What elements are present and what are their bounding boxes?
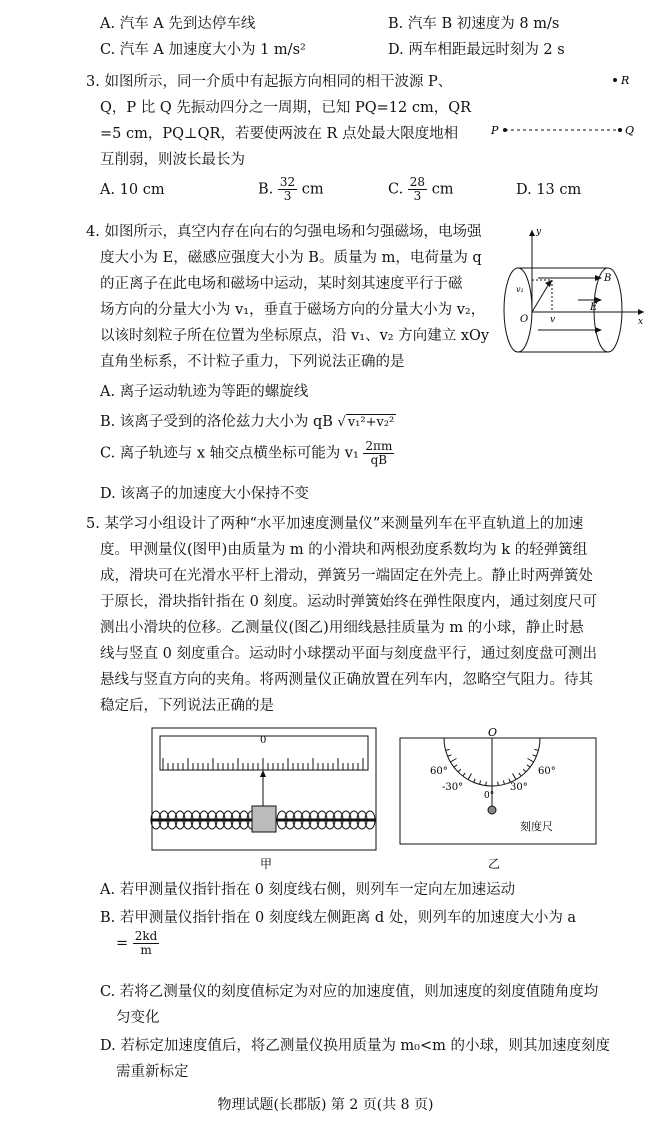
label-p: P [491,124,499,137]
q3-option-b-fraction [278,176,297,203]
q5-option-b-line-1: B. 若甲测量仪指针指在 0 刻度线左侧距离 d 处，则列车的加速度大小为 a [100,910,577,926]
q4-c-num: 2πm [365,439,393,453]
q4-option-b-sqrt: v₁²+v₂² [347,415,395,430]
dial-tick [454,765,457,767]
q5-b-prefix: = [116,935,129,952]
q5-line-5: 测出小滑块的位移。乙测量仪(图乙)用细线悬挂质量为 m 的小球，静止时悬 [100,620,584,636]
q3-b-num: 32 [279,175,296,189]
q5-line-6: 线与竖直 0 刻度重合。运动时小球摆动平面与刻度盘平行，通过刻度盘可测出 [100,646,597,662]
yi-label-zero: 0° [484,791,495,801]
dial-tick [498,782,499,786]
dial-tick [448,755,452,757]
q4-line-4: 场方向的分量大小为 v₁，垂直于磁场方向的分量大小为 v₂， [100,302,486,318]
q2-option-b: B. 汽车 B 初速度为 8 m/s [388,16,560,32]
label-v: v [550,315,556,325]
jia-slider [252,806,276,832]
label-q: Q [625,124,635,137]
q2-option-c: C. 汽车 A 加速度大小为 1 m/s² [100,42,306,58]
q5-option-b-line-2 [116,930,159,957]
q5-option-b-fraction [133,930,160,957]
q3-b-den: 3 [283,189,292,203]
q4-line-6: 直角坐标系，不计粒子重力，下列说法正确的是 [100,354,405,370]
dial-tick [519,773,521,776]
fig-yi [398,726,598,876]
q4-line-3: 的正离子在此电场和磁场中运动，某时刻其速度平行于磁 [100,276,463,292]
q5-line-3: 成，滑块可在光滑水平杆上滑动，弹簧另一端固定在外壳上。静止时两弹簧处 [100,568,593,584]
label-x: x [638,317,644,327]
dial-tick [468,774,472,780]
yi-label-l60: 60° [430,766,448,777]
q3-option-a: A. 10 cm [100,182,165,198]
label-b: B [604,273,612,284]
dial-tick [533,755,537,757]
jia-zero-label: 0 [260,735,267,746]
yi-dial-frame [400,738,596,844]
label-v1: v₁ [516,285,524,294]
yi-label-r30: 30° [510,782,528,793]
dial-tick [528,759,534,763]
dial-tick [503,781,504,785]
q4-option-c [100,440,394,467]
q5-option-d-line-1: D. 若标定加速度值后，将乙测量仪换用质量为 m₀<m 的小球，则其加速度刻度 [100,1038,611,1054]
q3-c-den: 3 [413,189,422,203]
q4-figure [498,222,648,358]
q5-b-num: 2kd [134,929,158,943]
dial-tick [535,749,539,750]
dial-tick [527,765,530,767]
q5-line-7: 悬线与竖直方向的夹角。将两测量仪正确放置在列车内，忽略空气阻力。待其 [100,672,593,688]
dial-tick [513,774,517,780]
dial-tick [486,782,487,786]
q4-option-b-text: B. 该离子受到的洛伦兹力大小为 qB [100,414,333,430]
q5-option-d-line-2: 需重新标定 [116,1064,189,1080]
jia-caption: 甲 [260,857,273,871]
velocity-arrowhead [545,280,552,287]
fig-jia [150,726,380,876]
label-o: O [520,314,529,325]
q4-option-c-text: C. 离子轨迹与 x 轴交点横坐标可能为 v₁ [100,445,359,462]
page-footer: 物理试题(长郡版) 第 2 页(共 8 页) [217,1097,434,1113]
q4-option-a: A. 离子运动轨迹为等距的螺旋线 [100,384,309,400]
q4-option-d: D. 该离子的加速度大小保持不变 [100,486,309,502]
q5-option-c-line-1: C. 若将乙测量仪的刻度值标定为对应的加速度值，则加速度的刻度值随角度均 [100,984,599,1000]
q5-line-4: 于原长，滑块指针指在 0 刻度。运动时弹簧始终在弹性限度内，通过刻度尺可 [100,594,597,610]
yi-label-l30: -30° [442,782,464,793]
q4-option-c-fraction [363,440,394,467]
q4-c-den: qB [370,453,388,467]
q4-line-1: 4. 如图所示，真空内存在向右的匀强电场和匀强磁场，电场强 [86,224,482,240]
point-r [613,78,617,82]
velocity-arrow [532,282,550,312]
q3-figure [485,68,645,148]
label-r: R [621,74,630,87]
q3-line-2: Q，P 比 Q 先振动四分之一周期，已知 PQ=12 cm，QR [100,100,471,116]
q4-line-5: 以该时刻粒子所在位置为坐标原点，沿 v₁、v₂ 方向建立 xOy [100,328,490,344]
dial-tick [450,759,456,763]
point-p [503,128,507,132]
y-axis-arrow [529,230,535,236]
dial-tick [523,769,526,772]
cylinder-left-end [504,268,532,352]
q3-option-c [388,176,454,203]
q5-line-8: 稳定后，下列说法正确的是 [100,698,274,714]
yi-label-scale: 刻度尺 [520,820,553,833]
q5-line-1: 5. 某学习小组设计了两种“水平加速度测量仪”来测量列车在平直轨道上的加速 [86,516,584,532]
label-y: y [536,227,542,237]
yi-ball [488,806,496,814]
jia-ruler-ticks [163,758,363,770]
q3-line-3: =5 cm，PQ⊥QR，若要使两波在 R 点处最大限度地相 [100,126,459,142]
q5-b-den: m [140,943,152,957]
q3-option-b [258,176,324,203]
q3-line-4: 互削弱，则波长最长为 [100,152,245,168]
x-axis-arrow [638,309,644,315]
dial-tick [463,773,465,776]
q3-option-c-fraction [408,176,427,203]
yi-caption: 乙 [488,857,501,871]
q3-option-b-prefix: B. [258,181,274,198]
point-q [618,128,622,132]
yi-label-o: O [488,726,498,739]
q3-option-c-unit: cm [431,181,454,198]
dial-tick [474,779,476,783]
dial-tick [458,769,461,772]
dial-tick [446,749,450,750]
q2-option-a: A. 汽车 A 先到达停车线 [100,16,256,32]
q5-line-2: 度。甲测量仪(图甲)由质量为 m 的小滑块和两根劲度系数均为 k 的轻弹簧组 [100,542,588,558]
field-arrow-3 [595,327,602,333]
q2-option-d: D. 两车相距最远时刻为 2 s [388,42,565,58]
label-e: E [590,302,598,313]
q5-option-a: A. 若甲测量仪指针指在 0 刻度线右侧，则列车一定向左加速运动 [100,882,516,898]
q5-option-c-line-2: 匀变化 [116,1010,160,1026]
dial-tick [480,781,481,785]
jia-pointer-head [260,770,266,777]
q3-line-1: 3. 如图所示，同一介质中有起振方向相同的相干波源 P、 [86,74,453,90]
q4-option-b: B. 该离子受到的洛伦兹力大小为 qB √ v₁²+v₂² [100,414,395,430]
q4-line-2: 度大小为 E，磁感应强度大小为 B。质量为 m，电荷量为 q [100,250,482,266]
q3-option-c-prefix: C. [388,181,404,198]
q3-option-b-unit: cm [301,181,324,198]
q3-option-d: D. 13 cm [516,182,582,198]
yi-label-r60: 60° [538,766,556,777]
q3-c-num: 28 [409,175,426,189]
